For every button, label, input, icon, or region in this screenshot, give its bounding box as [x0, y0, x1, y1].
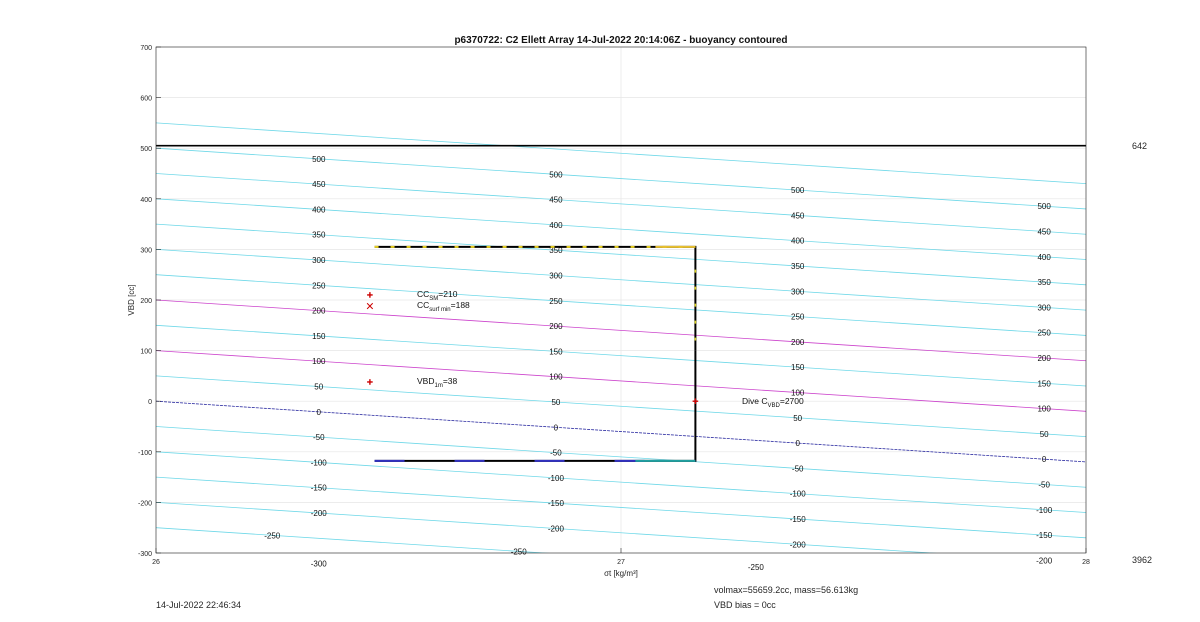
annotation-1: $CC_{surf min}=188$: [417, 300, 470, 313]
contour-label-2--50: -50: [791, 464, 804, 474]
contour-label-0--200: -200: [310, 509, 327, 519]
y-tick-label-4: 100: [140, 348, 152, 356]
contour-label-0-100: 100: [312, 357, 326, 367]
contour-label-1-250: 250: [549, 296, 563, 306]
contour-label-1-450: 450: [549, 195, 563, 205]
contour-label-3-300: 300: [1037, 303, 1051, 313]
y-axis-label: VBD [cc]: [127, 284, 136, 316]
contour-label-1-350: 350: [549, 246, 563, 256]
contour-label-extra-2: -250: [747, 562, 764, 572]
x-tick-label-0: 26: [152, 559, 160, 566]
y-tick-label-1: -200: [137, 500, 152, 508]
contour-label-0-250: 250: [312, 281, 326, 291]
contour-label-1-150: 150: [549, 347, 563, 357]
annotation-3: Dive $C_{VBD}=2700$: [742, 396, 804, 409]
y-tick-label-0: -300: [137, 551, 152, 558]
footer-volmax-mass: volmax=55659.2cc, mass=56.613kg: [714, 585, 859, 595]
contour-label-1-200: 200: [549, 322, 563, 332]
contour-label-extra-0: -250: [264, 531, 281, 541]
contour-label-3-250: 250: [1037, 328, 1051, 338]
contour-label-3-500: 500: [1037, 202, 1051, 212]
contour-label-3-0: 0: [1041, 455, 1047, 465]
y-tick-label-7: 400: [140, 196, 152, 204]
contour-label-3--200: -200: [1036, 556, 1053, 566]
contour-label-0--100: -100: [310, 458, 327, 468]
footer-timestamp: 14-Jul-2022 22:46:34: [156, 600, 242, 610]
contour-label-1-300: 300: [549, 271, 563, 281]
contour-label-1--50: -50: [550, 448, 562, 458]
contour-label-0-0: 0: [316, 407, 321, 417]
contour-label-3-150: 150: [1037, 379, 1051, 389]
contour-label-1--150: -150: [547, 499, 564, 509]
contour-label-2-200: 200: [791, 337, 805, 347]
x-axis-label: σt [kg/m³]: [604, 569, 638, 578]
contour-label-2-500: 500: [791, 186, 805, 196]
contour-label-2--200: -200: [789, 540, 806, 550]
y-tick-label-10: 700: [140, 45, 152, 52]
contour-label-2-300: 300: [791, 287, 805, 297]
contour-label-0-450: 450: [312, 180, 326, 190]
right-label-bottom: 3962: [1132, 555, 1153, 565]
y-tick-label-2: -100: [137, 449, 152, 457]
contour-label-0-150: 150: [312, 331, 326, 341]
contour-label-2-150: 150: [791, 363, 805, 373]
annotation-2: $VBD_{1m}=38$: [417, 376, 458, 389]
contour-label-3-100: 100: [1037, 404, 1051, 414]
contour-label-1-50: 50: [551, 398, 561, 408]
y-tick-label-8: 500: [140, 146, 152, 154]
contour-label-1-0: 0: [553, 423, 559, 433]
contour-label-extra-1: -250: [510, 547, 527, 557]
contour-label-3-400: 400: [1037, 252, 1051, 262]
contour-label-1--200: -200: [547, 524, 564, 534]
chart-title: p6370722: C2 Ellett Array 14-Jul-2022 20:14:06Z - buoyancy contoured: [454, 35, 788, 46]
contour-label-0-400: 400: [312, 205, 326, 215]
contour-label-0--150: -150: [310, 483, 327, 493]
contour-line--400: [156, 604, 1086, 622]
y-tick-label-5: 200: [140, 298, 152, 305]
contour-label-0-300: 300: [312, 256, 326, 266]
contour-label-1-500: 500: [549, 170, 563, 180]
y-tick-label-3: 0: [148, 399, 152, 407]
contour-label-2-350: 350: [791, 261, 805, 271]
right-label-top: 642: [1132, 141, 1148, 151]
x-tick-label-2: 28: [1082, 559, 1090, 566]
contour-label-1-400: 400: [549, 220, 563, 230]
annotation-0: $CC_{SM}=210$: [417, 289, 458, 302]
contour-label-3-50: 50: [1039, 429, 1049, 439]
contour-label-1--100: -100: [547, 473, 564, 483]
contour-label-0-350: 350: [312, 230, 326, 240]
contour-label-3-350: 350: [1037, 278, 1051, 288]
y-tick-label-6: 300: [140, 247, 152, 255]
contour-label-0--300: -300: [310, 559, 327, 569]
contour-label-3-450: 450: [1037, 227, 1051, 237]
contour-label-2--100: -100: [789, 489, 806, 499]
contour-label-3--150: -150: [1036, 531, 1053, 541]
contour-label-2-450: 450: [791, 211, 805, 221]
contour-label-1-100: 100: [549, 372, 563, 382]
contour-label-3--50: -50: [1038, 480, 1050, 490]
contour-label-2-100: 100: [791, 388, 805, 398]
contour-label-0-50: 50: [314, 382, 324, 392]
contour-label-3--100: -100: [1036, 505, 1053, 515]
contour-label-2--150: -150: [789, 514, 806, 524]
contour-label-0-500: 500: [312, 154, 326, 164]
contour-label-3-200: 200: [1037, 353, 1051, 363]
x-tick-label-1: 27: [617, 559, 625, 566]
y-tick-label-9: 600: [140, 95, 152, 103]
footer-vbd-bias: VBD bias = 0cc: [714, 600, 776, 610]
contour-label-2-0: 0: [795, 439, 800, 449]
contour-label-2-250: 250: [791, 312, 805, 322]
contour-label-2-400: 400: [791, 236, 805, 246]
contour-label-0-200: 200: [312, 306, 326, 316]
contour-label-0--50: -50: [312, 433, 325, 443]
contour-label-2-50: 50: [793, 413, 803, 423]
contour-line--350: [156, 578, 1086, 622]
